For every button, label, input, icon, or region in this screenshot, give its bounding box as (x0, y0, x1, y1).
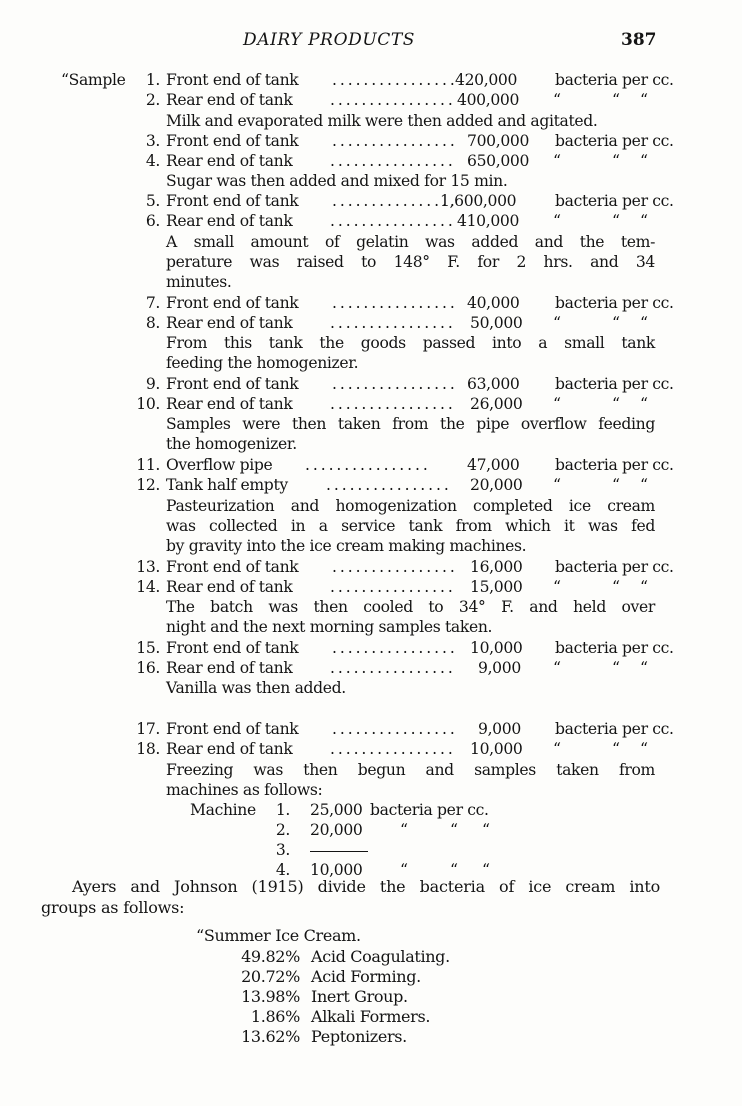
procedure-note: Pasteurization and homogenization completed ice cream (166, 497, 655, 515)
sample-location: Rear end of tank (166, 578, 293, 596)
procedure-note: Milk and evaporated milk were then added and agitated. (166, 112, 598, 130)
machine-number: 2. (275, 821, 290, 839)
procedure-note: Freezing was then begun and samples taken from (166, 761, 655, 779)
sample-number: 8. (145, 314, 160, 332)
ditto-mark: “ (400, 861, 408, 879)
procedure-note: Vanilla was then added. (166, 679, 346, 697)
sample-number: 18. (136, 740, 160, 758)
sample-number: 6. (145, 212, 160, 230)
procedure-note: feeding the homogenizer. (166, 354, 359, 372)
ditto-mark: “ (553, 659, 561, 677)
ditto-mark: “ (612, 91, 620, 109)
procedure-note: the homogenizer. (166, 435, 297, 453)
sample-location: Rear end of tank (166, 740, 293, 758)
procedure-note: was collected in a service tank from which it was fed (166, 517, 655, 535)
bacteria-count: 15,000 (470, 578, 523, 596)
bacteria-count: 9,000 (478, 720, 521, 738)
ditto-mark: “ (553, 212, 561, 230)
ditto-mark: “ (553, 476, 561, 494)
ditto-mark: “ (482, 861, 490, 879)
bacteria-count: 700,000 (467, 132, 530, 150)
ditto-mark: “ (553, 395, 561, 413)
ditto-mark: “ (640, 395, 648, 413)
ditto-mark: “ (640, 314, 648, 332)
procedure-note: Sugar was then added and mixed for 15 min. (166, 172, 508, 190)
ditto-mark: “ (640, 659, 648, 677)
ditto-mark: “ (450, 821, 458, 839)
procedure-note: The batch was then cooled to 34° F. and held over (166, 598, 655, 616)
sample-number: 5. (145, 192, 160, 210)
ditto-mark: “ (553, 91, 561, 109)
sample-location: Rear end of tank (166, 91, 293, 109)
sample-location: Front end of tank (166, 294, 299, 312)
bacteria-count: 10,000 (470, 740, 523, 758)
group-percent: 49.82% (241, 947, 300, 966)
group-percent: 20.72% (241, 967, 300, 986)
machine-count: 20,000 (310, 821, 363, 839)
procedure-note: perature was raised to 148° F. for 2 hrs. and 34 (166, 253, 655, 271)
body-paragraph: Ayers and Johnson (1915) divide the bacteria of ice cream into (72, 877, 660, 896)
ditto-mark: “ (553, 314, 561, 332)
machine-label: Machine (190, 801, 256, 819)
sample-location: Front end of tank (166, 71, 299, 89)
procedure-note: minutes. (166, 273, 232, 291)
sample-location: Rear end of tank (166, 314, 293, 332)
count-unit: bacteria per cc. (555, 558, 674, 576)
sample-location: Overflow pipe (166, 456, 273, 474)
ditto-mark: “ (612, 395, 620, 413)
group-percent: 1.86% (250, 1007, 300, 1026)
count-unit: bacteria per cc. (555, 456, 674, 474)
sample-location: Rear end of tank (166, 212, 293, 230)
sample-number: 17. (136, 720, 160, 738)
leader-dots: ................ (330, 395, 456, 413)
group-percent: 13.98% (241, 987, 300, 1006)
sample-location: Rear end of tank (166, 659, 293, 677)
sample-location: Front end of tank (166, 132, 299, 150)
running-header-title: DAIRY PRODUCTS (243, 30, 416, 50)
bacteria-count: 40,000 (467, 294, 520, 312)
count-unit: bacteria per cc. (555, 639, 674, 657)
leader-dots: ................ (330, 314, 456, 332)
ditto-mark: “ (553, 152, 561, 170)
ditto-mark: “ (640, 476, 648, 494)
count-unit: bacteria per cc. (555, 294, 674, 312)
ditto-mark: “ (553, 740, 561, 758)
bacteria-count: 16,000 (470, 558, 523, 576)
count-unit: bacteria per cc. (555, 132, 674, 150)
sample-number: 15. (136, 639, 160, 657)
ditto-mark: “ (400, 821, 408, 839)
ditto-mark: “ (612, 314, 620, 332)
sample-location: Rear end of tank (166, 395, 293, 413)
sample-location: Front end of tank (166, 192, 299, 210)
procedure-note: Samples were then taken from the pipe overflow feeding (166, 415, 655, 433)
machine-number: 3. (275, 841, 290, 859)
ditto-mark: “ (612, 476, 620, 494)
sample-location: Tank half empty (166, 476, 288, 494)
machine-number: 4. (275, 861, 290, 879)
procedure-note: machines as follows: (166, 781, 323, 799)
sample-number: 16. (136, 659, 160, 677)
bacteria-count: 400,000 (457, 91, 520, 109)
leader-dots: ................ (326, 476, 452, 494)
leader-dots: ................ (330, 659, 456, 677)
bacteria-count: 1,600,000 (440, 192, 517, 210)
group-name: Acid Coagulating. (311, 947, 450, 966)
leader-dots: ................ (330, 152, 456, 170)
leader-dots: ................ (332, 132, 458, 150)
sample-location: Rear end of tank (166, 152, 293, 170)
bacteria-count: 420,000 (455, 71, 518, 89)
bacteria-count: 47,000 (467, 456, 520, 474)
ditto-mark: “ (640, 212, 648, 230)
bacteria-count: 410,000 (457, 212, 520, 230)
ditto-mark: “ (640, 578, 648, 596)
count-unit: bacteria per cc. (370, 801, 489, 819)
ditto-mark: “ (612, 740, 620, 758)
leader-dots: ................ (332, 375, 458, 393)
sample-lead-label: “Sample (61, 71, 126, 89)
ditto-mark: “ (612, 212, 620, 230)
group-name: Acid Forming. (311, 967, 421, 986)
sample-number: 12. (136, 476, 160, 494)
sample-number: 11. (136, 456, 160, 474)
sample-number: 1. (145, 71, 160, 89)
list-title: “Summer Ice Cream. (196, 926, 361, 945)
count-unit: bacteria per cc. (555, 192, 674, 210)
group-percent: 13.62% (241, 1027, 300, 1046)
leader-dots: ................ (332, 294, 458, 312)
sample-number: 2. (145, 91, 160, 109)
group-name: Alkali Formers. (311, 1007, 431, 1026)
sample-location: Front end of tank (166, 720, 299, 738)
ditto-mark: “ (612, 659, 620, 677)
leader-dots: ................ (305, 456, 431, 474)
procedure-note: by gravity into the ice cream making machines. (166, 537, 527, 555)
bacteria-count: 26,000 (470, 395, 523, 413)
bacteria-count: 50,000 (470, 314, 523, 332)
count-unit: bacteria per cc. (555, 375, 674, 393)
leader-dots: ................ (332, 639, 458, 657)
leader-dots: ................ (332, 71, 458, 89)
bacteria-count: 9,000 (478, 659, 521, 677)
ditto-mark: “ (612, 152, 620, 170)
sample-location: Front end of tank (166, 375, 299, 393)
sample-number: 7. (145, 294, 160, 312)
sample-number: 14. (136, 578, 160, 596)
leader-dots: ................ (330, 578, 456, 596)
bacteria-count: 20,000 (470, 476, 523, 494)
page-number: 387 (621, 30, 657, 50)
leader-dots: ................ (332, 558, 458, 576)
sample-number: 4. (145, 152, 160, 170)
machine-count: 25,000 (310, 801, 363, 819)
procedure-note: A small amount of gelatin was added and the tem- (166, 233, 655, 251)
sample-number: 9. (145, 375, 160, 393)
procedure-note: From this tank the goods passed into a small tank (166, 334, 655, 352)
ditto-mark: “ (612, 578, 620, 596)
ditto-mark: “ (553, 578, 561, 596)
bacteria-count: 650,000 (467, 152, 530, 170)
blank-value-rule (310, 851, 368, 852)
ditto-mark: “ (640, 740, 648, 758)
machine-count: 10,000 (310, 861, 363, 879)
leader-dots: ................ (330, 91, 456, 109)
body-paragraph: groups as follows: (41, 898, 185, 917)
sample-location: Front end of tank (166, 558, 299, 576)
sample-number: 10. (136, 395, 160, 413)
bacteria-count: 10,000 (470, 639, 523, 657)
ditto-mark: “ (482, 821, 490, 839)
leader-dots: ................ (332, 720, 458, 738)
sample-number: 13. (136, 558, 160, 576)
bacteria-count: 63,000 (467, 375, 520, 393)
leader-dots: ................ (330, 740, 456, 758)
sample-number: 3. (145, 132, 160, 150)
count-unit: bacteria per cc. (555, 71, 674, 89)
ditto-mark: “ (640, 152, 648, 170)
count-unit: bacteria per cc. (555, 720, 674, 738)
machine-number: 1. (275, 801, 290, 819)
leader-dots: ................ (332, 192, 458, 210)
ditto-mark: “ (640, 91, 648, 109)
sample-location: Front end of tank (166, 639, 299, 657)
procedure-note: night and the next morning samples taken. (166, 618, 493, 636)
group-name: Peptonizers. (311, 1027, 407, 1046)
ditto-mark: “ (450, 861, 458, 879)
leader-dots: ................ (330, 212, 456, 230)
group-name: Inert Group. (311, 987, 408, 1006)
